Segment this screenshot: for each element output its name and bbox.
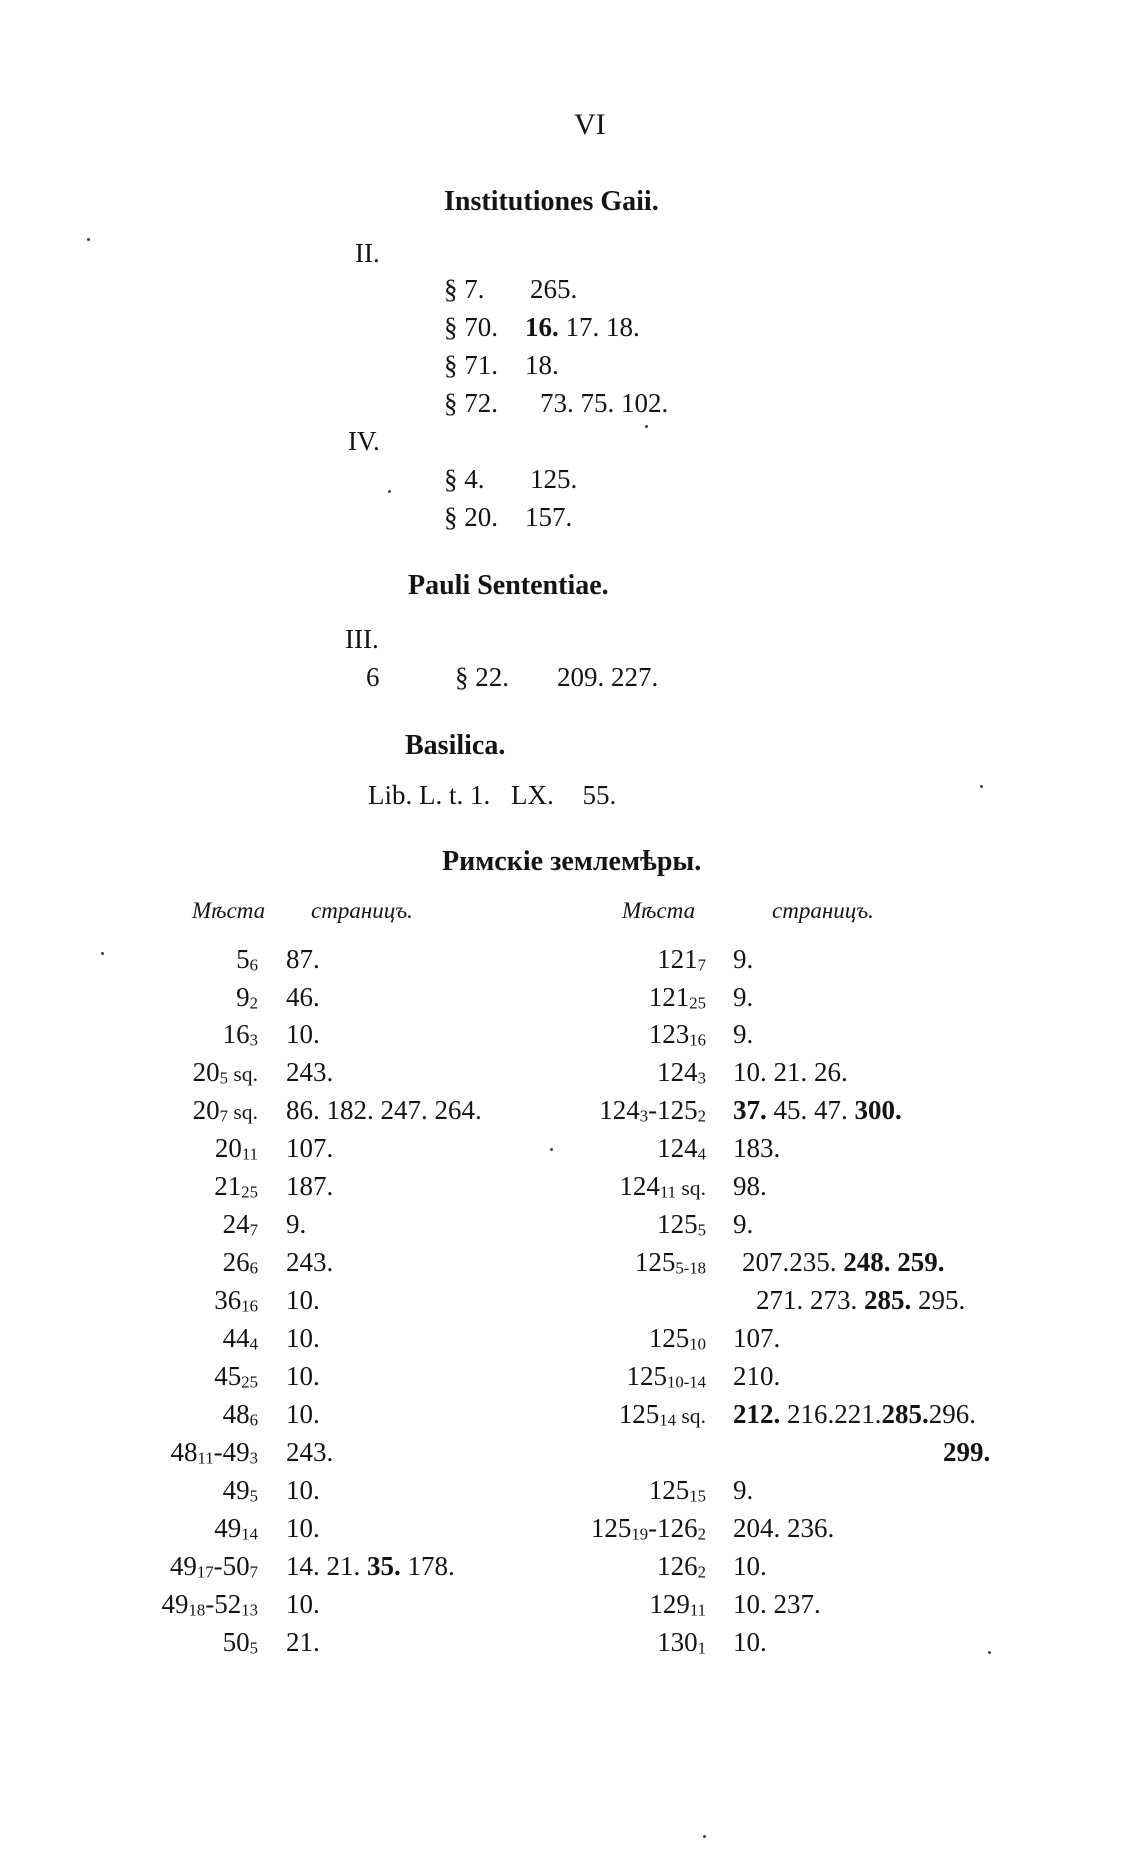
scan-speck (550, 1148, 553, 1151)
place: $49_{17}-50_7$ (169, 1551, 258, 1582)
scan-speck (645, 425, 648, 428)
pages: 183. (733, 1133, 781, 1163)
scan-speck (388, 490, 391, 493)
place: $20_7$ sq. (192, 1095, 258, 1126)
scan-speck (988, 1651, 991, 1654)
pages: 207.235. 248. 259. (742, 1247, 945, 1277)
place: $49_5$ (222, 1475, 258, 1506)
pages: 187. (286, 1171, 334, 1201)
gaius-entry: § 20. 157. (444, 502, 573, 532)
pages: 204. 236. (733, 1513, 835, 1543)
book-label-4: IV. (348, 426, 380, 456)
place: $121_7$ (657, 944, 706, 975)
pages: 10. (733, 1551, 767, 1581)
gaius-entry: § 7. 265. (444, 274, 578, 304)
pages: 212. 216.221.285.296. (733, 1399, 976, 1429)
scan-speck (703, 1835, 706, 1838)
place: $125_{5-18}$ (634, 1247, 706, 1278)
pages: 243. (286, 1057, 334, 1087)
pages: 107. (286, 1133, 334, 1163)
pages: 10. (286, 1323, 320, 1353)
pages-continuation: 271. 273. 285. 295. (756, 1285, 966, 1315)
section-title-agrimensores: Римскіе землемѣры. (442, 846, 702, 877)
pages: 86. 182. 247. 264. (286, 1095, 482, 1125)
pages: 46. (286, 982, 320, 1012)
place: $129_{11}$ (649, 1589, 706, 1620)
place: $123_{16}$ (648, 1019, 706, 1050)
section-title-basilica: Basilica. (405, 730, 506, 761)
scan-speck (87, 238, 90, 241)
pages: 10. (286, 1399, 320, 1429)
pages: 87. (286, 944, 320, 974)
place: $130_1$ (657, 1627, 706, 1658)
pages: 9. (733, 1209, 754, 1239)
place: $49_{18}-52_{13}$ (161, 1589, 258, 1620)
pages: 10. (286, 1513, 320, 1543)
pages: 10. (286, 1019, 320, 1049)
place: $50_5$ (222, 1627, 258, 1658)
place: $48_6$ (222, 1399, 258, 1430)
place: $24_7$ (222, 1209, 258, 1240)
paul-section: § 22. (455, 662, 509, 692)
place: $9_2$ (236, 982, 258, 1013)
pages: 10. (286, 1285, 320, 1315)
place: $49_{14}$ (214, 1513, 258, 1544)
pages: 9. (733, 982, 754, 1012)
pages: 9. (733, 944, 754, 974)
pages: 98. (733, 1171, 767, 1201)
place: $125_{15}$ (648, 1475, 706, 1506)
place: $121_{25}$ (648, 982, 706, 1013)
place: $125_5$ (657, 1209, 706, 1240)
gaius-entry: § 4. 125. (444, 464, 578, 494)
pages: 9. (286, 1209, 307, 1239)
place: $125_{10-14}$ (626, 1361, 706, 1392)
place: $125_{14}$ sq. (618, 1399, 706, 1430)
place: $20_5$ sq. (192, 1057, 258, 1088)
section-title-gaius: Institutiones Gaii. (444, 186, 659, 217)
place: $16_3$ (222, 1019, 258, 1050)
col-header-pages-left: страницъ. (311, 898, 413, 923)
pages: 210. (733, 1361, 781, 1391)
paul-title-number: 6 (366, 662, 380, 692)
pages: 10. 21. 26. (733, 1057, 848, 1087)
basilica-line: Lib. L. t. 1. LX. 55. (368, 780, 617, 810)
scan-speck (980, 785, 983, 788)
place: $124_3-125_2$ (599, 1095, 706, 1126)
col-header-places-left: Мѣста (192, 898, 266, 923)
pages: 10. (286, 1589, 320, 1619)
place: $44_4$ (222, 1323, 258, 1354)
pages: 14. 21. 35. 178. (286, 1551, 455, 1581)
gaius-entry: § 72. 73. 75. 102. (444, 388, 669, 418)
pages: 21. (286, 1627, 320, 1657)
pages: 243. (286, 1437, 334, 1467)
paul-pages: 209. 227. (557, 662, 659, 692)
place: $124_4$ (657, 1133, 706, 1164)
pages: 9. (733, 1019, 754, 1049)
col-header-pages-right: страницъ. (772, 898, 874, 923)
page-number: VI (574, 108, 606, 141)
place: $48_{11}-49_3$ (170, 1437, 258, 1468)
pages: 243. (286, 1247, 334, 1277)
pages: 10. (286, 1475, 320, 1505)
place: $124_3$ (657, 1057, 706, 1088)
pages: 10. (733, 1627, 767, 1657)
place: $124_{11}$ sq. (619, 1171, 706, 1202)
pages: 37. 45. 47. 300. (733, 1095, 902, 1125)
scan-speck (101, 952, 104, 955)
place: $125_{19}-126_2$ (590, 1513, 706, 1544)
pages: 10. (286, 1361, 320, 1391)
place: $5_6$ (236, 944, 258, 975)
place: $36_{16}$ (214, 1285, 258, 1316)
gaius-entry: § 70. 16. 17. 18. (444, 312, 640, 342)
place: $126_2$ (657, 1551, 706, 1582)
gaius-entry: § 71. 18. (444, 350, 559, 380)
pages-continuation: 299. (943, 1437, 991, 1467)
place: $21_{25}$ (214, 1171, 258, 1202)
place: $125_{10}$ (648, 1323, 706, 1354)
pages: 9. (733, 1475, 754, 1505)
section-title-paul: Pauli Sententiae. (408, 570, 609, 601)
place: $45_{25}$ (214, 1361, 258, 1392)
col-header-places-right: Мѣста (622, 898, 696, 923)
place: $26_6$ (222, 1247, 258, 1278)
pages: 107. (733, 1323, 781, 1353)
place: $20_{11}$ (214, 1133, 258, 1164)
pages: 10. 237. (733, 1589, 821, 1619)
book-label-2: II. (355, 238, 380, 268)
paul-book-label: III. (345, 624, 379, 654)
